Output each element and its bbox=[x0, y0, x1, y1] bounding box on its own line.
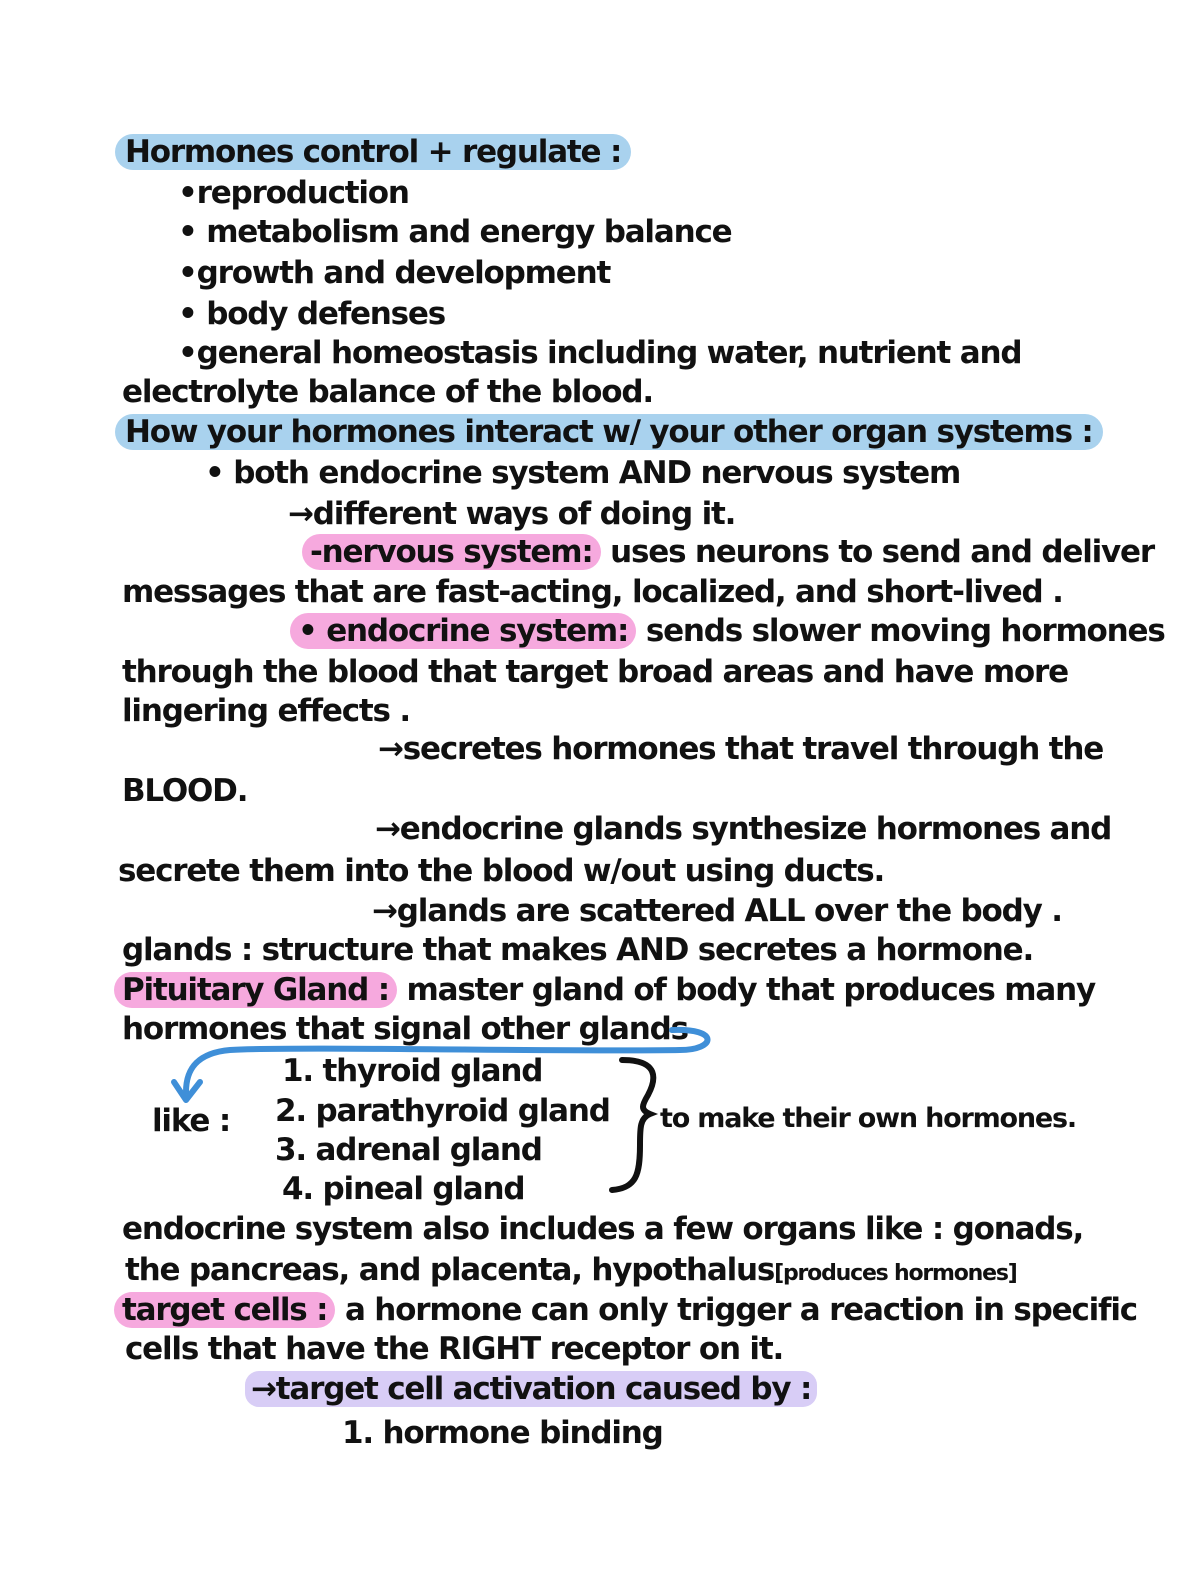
like-label: like : bbox=[152, 1103, 231, 1139]
endocrine-system-cont1: through the blood that target broad areas and have more bbox=[122, 654, 1068, 690]
pituitary-cont: hormones that signal other glands bbox=[122, 1011, 688, 1047]
organs-note: [produces hormones] bbox=[774, 1261, 1017, 1286]
glands-scattered: →glands are scattered ALL over the body . bbox=[372, 893, 1062, 929]
bullet-reproduction: •reproduction bbox=[178, 175, 409, 211]
gland-list-item-3: 3. adrenal gland bbox=[275, 1132, 542, 1168]
brace-text: to make their own hormones. bbox=[660, 1103, 1076, 1134]
organs-line2: the pancreas, and placenta, hypothalus[produces hormones] bbox=[125, 1252, 1017, 1288]
gland-list-item-1: 1. thyroid gland bbox=[282, 1053, 543, 1089]
target-cells-label: target cells : bbox=[114, 1292, 335, 1328]
secretes-hormones: →secretes hormones that travel through the bbox=[378, 731, 1104, 767]
curly-brace-icon bbox=[612, 1060, 653, 1190]
bullet-growth: •growth and development bbox=[178, 255, 611, 291]
bullet-defenses: • body defenses bbox=[178, 296, 446, 332]
glands-synthesize-cont: secrete them into the blood w/out using ducts. bbox=[118, 853, 885, 889]
nervous-system-line: -nervous system: uses neurons to send and deliver bbox=[310, 533, 1154, 571]
endocrine-system-label: • endocrine system: bbox=[290, 613, 636, 649]
gland-list-item-4: 4. pineal gland bbox=[282, 1171, 525, 1207]
gland-list-item-2: 2. parathyroid gland bbox=[275, 1093, 610, 1129]
section2-heading: How your hormones interact w/ your other organ systems : bbox=[125, 413, 1103, 451]
pituitary-line: Pituitary Gland : master gland of body that produces many bbox=[122, 971, 1095, 1009]
glands-synthesize: →endocrine glands synthesize hormones and bbox=[375, 811, 1112, 847]
bullet-homeostasis-cont: electrolyte balance of the blood. bbox=[122, 374, 653, 410]
bullet-metabolism: • metabolism and energy balance bbox=[178, 214, 732, 250]
different-ways: →different ways of doing it. bbox=[288, 496, 736, 532]
endocrine-system-cont2: lingering effects . bbox=[122, 693, 410, 729]
glands-definition: glands : structure that makes AND secretes a hormone. bbox=[122, 932, 1034, 968]
target-cells-line: target cells : a hormone can only trigger a reaction in specific bbox=[122, 1291, 1137, 1329]
target-cells-cont: cells that have the RIGHT receptor on it. bbox=[125, 1331, 784, 1367]
section1-heading: Hormones control + regulate : bbox=[125, 133, 631, 171]
nervous-system-cont: messages that are fast-acting, localized, and short-lived . bbox=[122, 574, 1063, 610]
target-activation: →target cell activation caused by : bbox=[245, 1370, 817, 1408]
blood-word: BLOOD. bbox=[122, 773, 248, 809]
bullet-homeostasis: •general homeostasis including water, nutrient and bbox=[178, 335, 1022, 371]
nervous-system-label: -nervous system: bbox=[302, 534, 601, 570]
target-item-1: 1. hormone binding bbox=[342, 1415, 663, 1451]
both-systems: • both endocrine system AND nervous system bbox=[205, 455, 961, 491]
endocrine-system-line: • endocrine system: sends slower moving hormones bbox=[298, 612, 1165, 650]
pituitary-label: Pituitary Gland : bbox=[114, 972, 397, 1008]
organs-line1: endocrine system also includes a few organs like : gonads, bbox=[122, 1211, 1084, 1247]
